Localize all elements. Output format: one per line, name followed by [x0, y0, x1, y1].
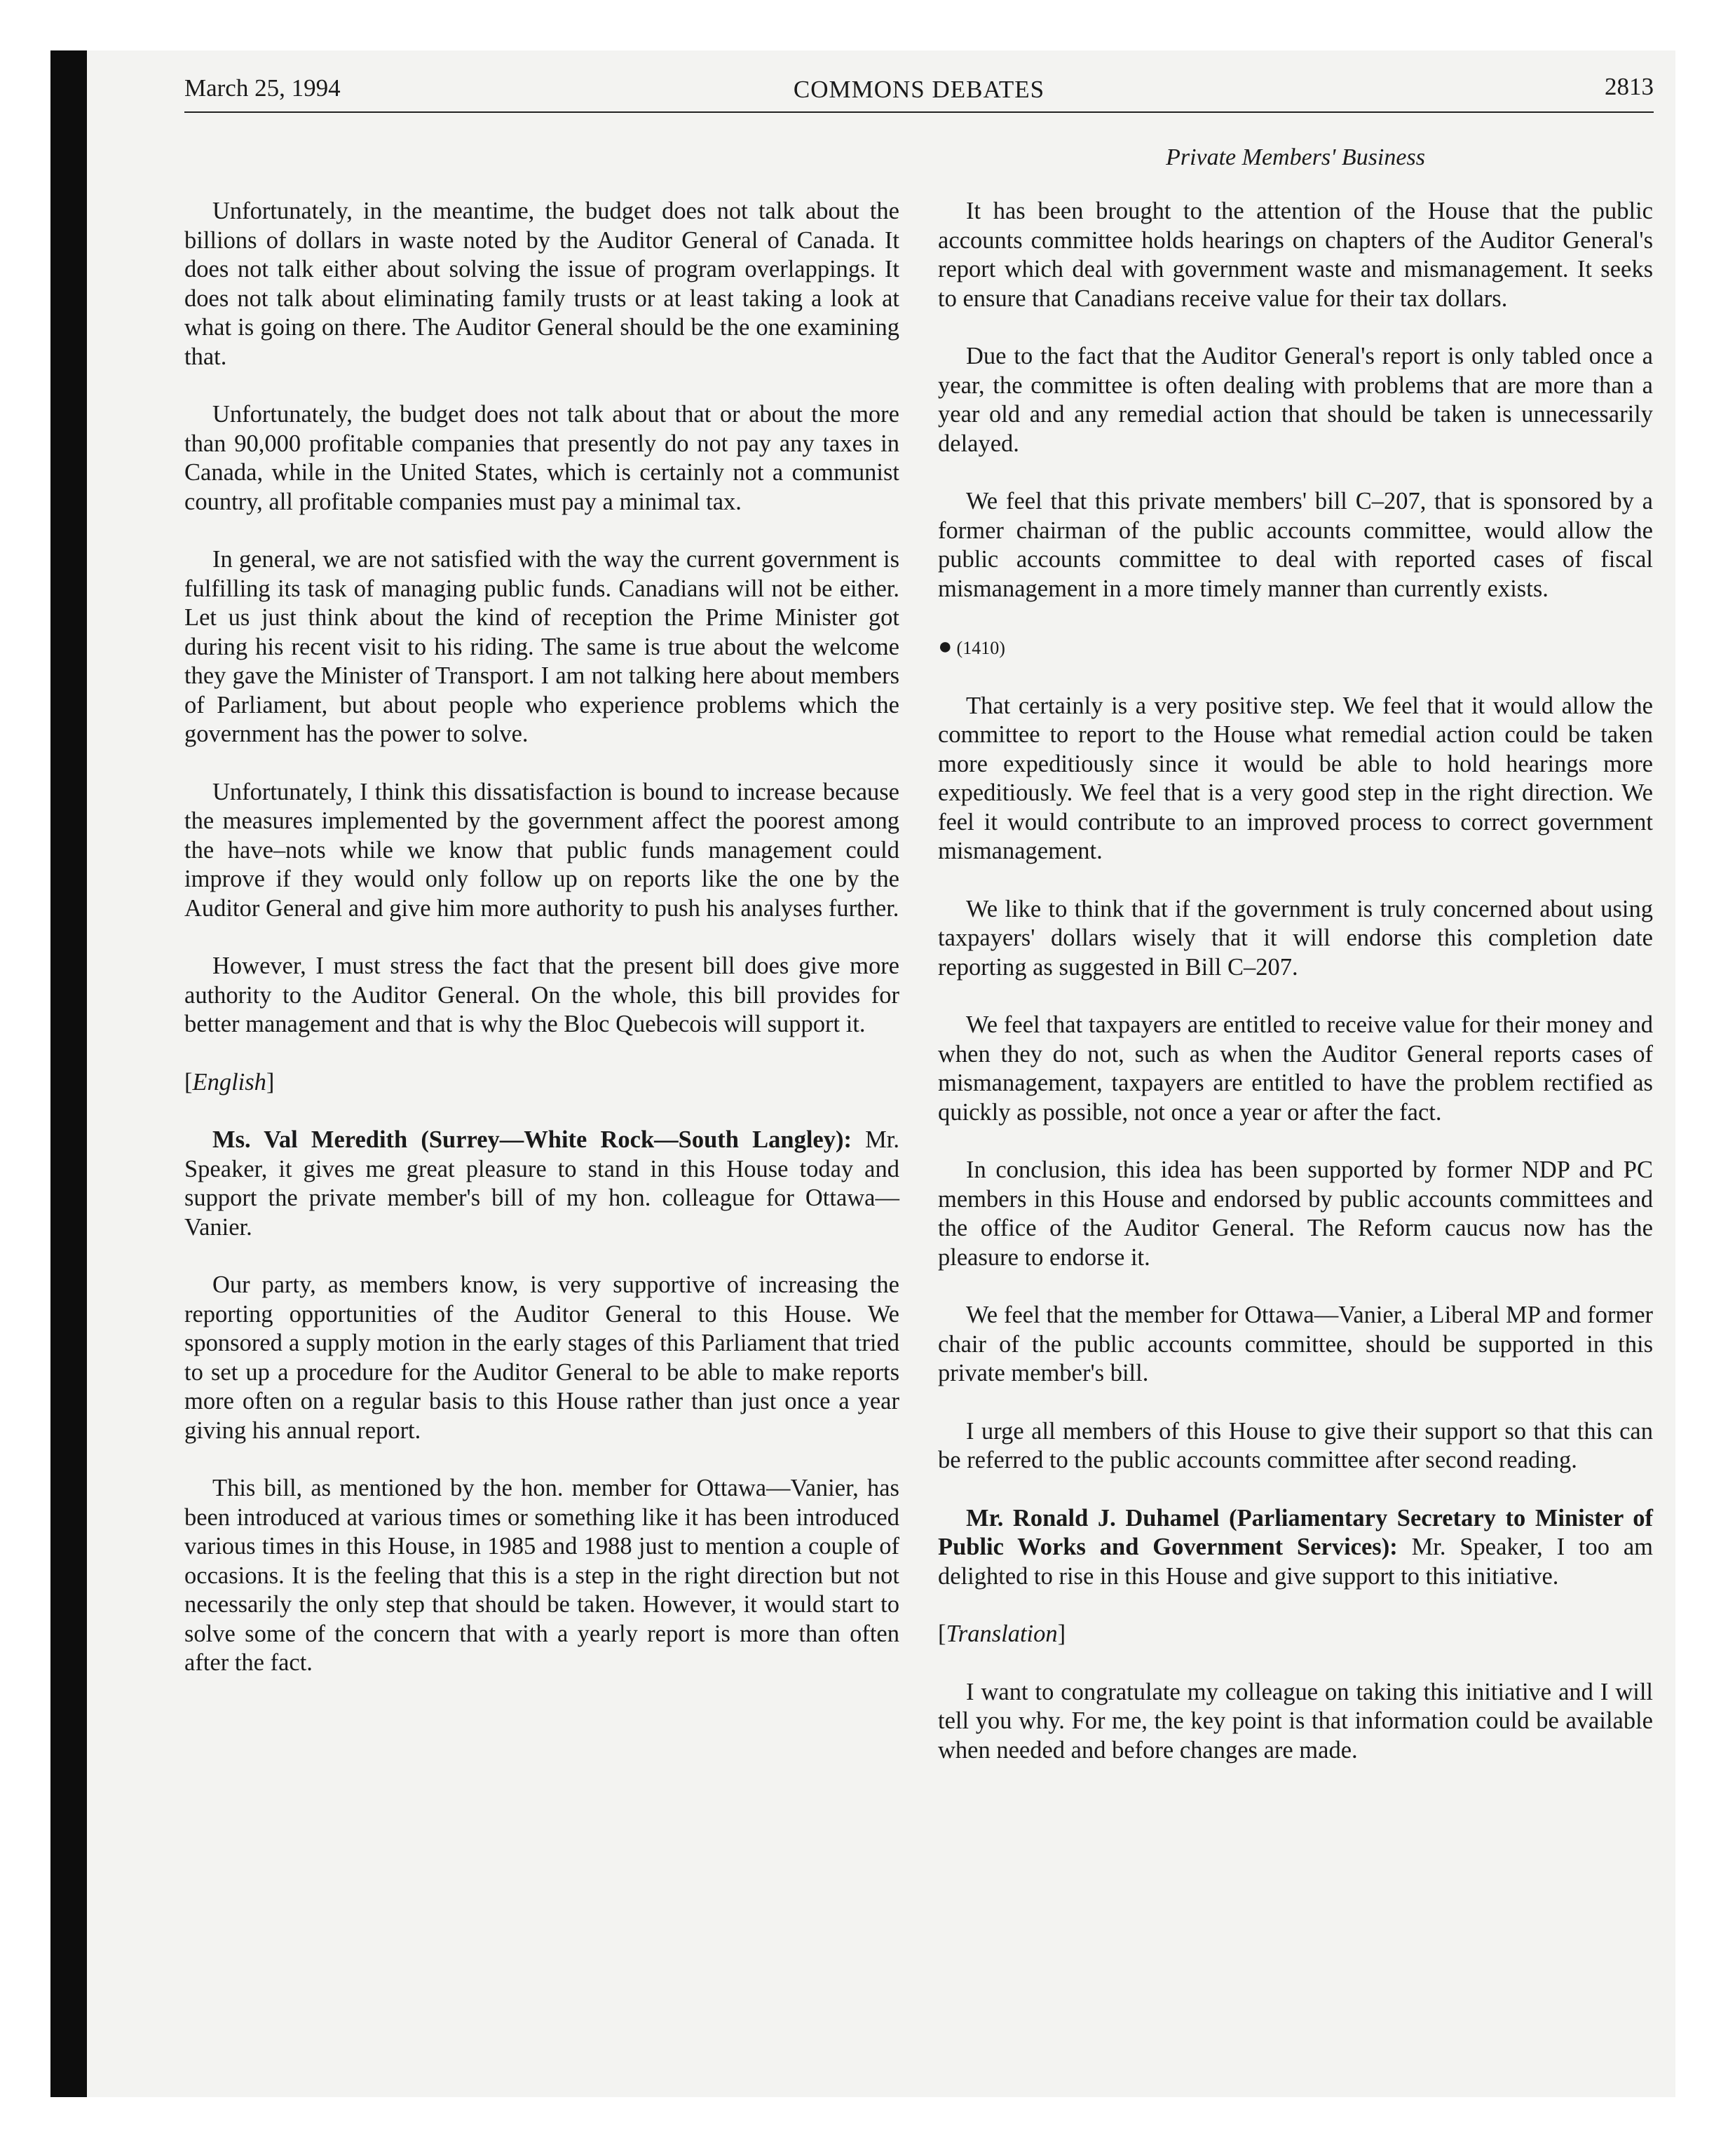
right-column	[938, 197, 1653, 1794]
paragraph: We feel that the member for Ottawa—Vanier, a Liberal MP and former chair of the public accounts committee, should be supported in this private member's bill.	[938, 1302, 1653, 1386]
language-label-text: English	[192, 1068, 266, 1096]
bullet-icon: ●	[938, 634, 953, 660]
paragraph: This bill, as mentioned by the hon. member for Ottawa—Vanier, has been introduced at various times or something like it has been introduced various times in this House, in 1985 and 1988 just to mention a couple of occasions. It is the feeling that this is a step in the right direction but not necessarily the only step that should be taken. However, it would start to solve some of the concern that with a yearly report is more than often after the fact.	[184, 1475, 899, 1676]
time-marker	[938, 632, 1653, 663]
paragraph: Our party, as members know, is very supportive of increasing the reporting opportunities of the Auditor General to this House. We sponsored a supply motion in the early stages of this Parliament that tried to set up a procedure for the Auditor General to be able to make reports more often on a regular basis to this House rather than just once a year giving his annual report.	[184, 1271, 899, 1444]
speech-paragraph	[184, 1126, 899, 1242]
paragraph: Unfortunately, in the meantime, the budget does not talk about the billions of dollars in waste noted by the Auditor General of Canada. It does not talk either about solving the issue of program overlappings. It does not talk about eliminating family trusts or at least taking a look at what is going on there. The Auditor General should be the one examining that.	[184, 198, 899, 370]
paragraph: Unfortunately, the budget does not talk about that or about the more than 90,000 profitable companies that presently do not pay any taxes in Canada, while in the United States, which is certainly not a communist country, all profitable companies must pay a minimal tax.	[184, 401, 899, 515]
paragraph: I urge all members of this House to give their support so that this can be referred to the public accounts committee after second reading.	[938, 1417, 1653, 1473]
paragraph: Unfortunately, I think this dissatisfaction is bound to increase because the measures implemented by the government affect the poorest among the have–nots while we know that public funds management could improve if they would only follow up on reports like the one by the Auditor General and give him more authority to push his analyses further.	[184, 778, 899, 922]
page-header	[184, 70, 1654, 112]
paragraph: In conclusion, this idea has been supported by former NDP and PC members in this House and endorsed by public accounts committees and the office of the Auditor General. The Reform caucus now has the pleasure to endorse it.	[938, 1157, 1653, 1271]
binding-edge	[50, 50, 87, 2097]
header-journal-title: COMMONS DEBATES	[793, 76, 1045, 103]
speech-text: Mr. Speaker, I too am delighted to rise in this House and give support to this initiative.	[938, 1534, 1654, 1590]
speaker-name: Mr. Ronald J. Duhamel (Parliamentary Secretary to Minister of Public Works and Government Services):	[938, 1504, 1653, 1560]
speech-paragraph	[938, 1504, 1653, 1592]
time-marker-text: (1410)	[956, 638, 1005, 658]
left-column	[184, 197, 899, 1707]
paragraph: Due to the fact that the Auditor General's report is only tabled once a year, the committee is often dealing with problems that are more than a year old and any remedial action that should be taken is unnecessarily delayed.	[938, 343, 1653, 457]
paragraph: We feel that taxpayers are entitled to receive value for their money and when they do not, such as when the Auditor General reports cases of mismanagement, taxpayers are entitled to have the problem rectified as quickly as possible, not once a year or after the fact.	[938, 1011, 1653, 1126]
running-head: Private Members' Business	[1166, 144, 1425, 170]
paragraph: We feel that this private members' bill C–207, that is sponsored by a former chairman of the public accounts committee, would allow the public accounts committee to deal with reported cases of fiscal mismanagement in a more timely manner than currently exists.	[938, 488, 1653, 602]
paragraph: I want to congratulate my colleague on taking this initiative and I will tell you why. For me, the key point is that information could be available when needed and before changes are made.	[938, 1678, 1653, 1763]
language-label-english: [English]	[184, 1068, 275, 1096]
header-page-number: 2813	[1605, 73, 1654, 100]
language-label-text: Translation	[946, 1621, 1058, 1647]
language-label-translation: [Translation]	[938, 1621, 1066, 1647]
speaker-name: Ms. Val Meredith (Surrey—White Rock—South Langley):	[212, 1126, 852, 1153]
paragraph: That certainly is a very positive step. We feel that it would allow the committee to report to the House what remedial action could be taken more expeditiously since it would be able to hold hearings more expeditiously. We feel that is a very good step in the right direction. We feel it would contribute to an improved process to correct government mismanagement.	[938, 692, 1653, 864]
header-rule	[184, 111, 1654, 113]
speech-text: Mr. Speaker, it gives me great pleasure to stand in this House today and support the private member's bill of my hon. colleague for Ottawa—Vanier.	[184, 1126, 899, 1241]
paragraph: We like to think that if the government is truly concerned about using taxpayers' dollars wisely that it will endorse this completion date reporting as suggested in Bill C–207.	[938, 895, 1653, 981]
paragraph: However, I must stress the fact that the present bill does give more authority to the Auditor General. On the whole, this bill provides for better management and that is why the Bloc Quebecois will support it.	[184, 953, 899, 1037]
paragraph: In general, we are not satisfied with the way the current government is fulfilling its task of managing public funds. Canadians will not be either. Let us just think about the kind of reception the Prime Minister got during his recent visit to his riding. The same is true about the welcome they gave the Minister of Transport. I am not talking here about members of Parliament, but about people who experience problems which the government has the power to solve.	[184, 546, 899, 747]
header-date: March 25, 1994	[184, 74, 341, 102]
paragraph: It has been brought to the attention of the House that the public accounts committee holds hearings on chapters of the Auditor General's report which deal with government waste and mismanagement. It seeks to ensure that Canadians receive value for their tax dollars.	[938, 198, 1653, 312]
